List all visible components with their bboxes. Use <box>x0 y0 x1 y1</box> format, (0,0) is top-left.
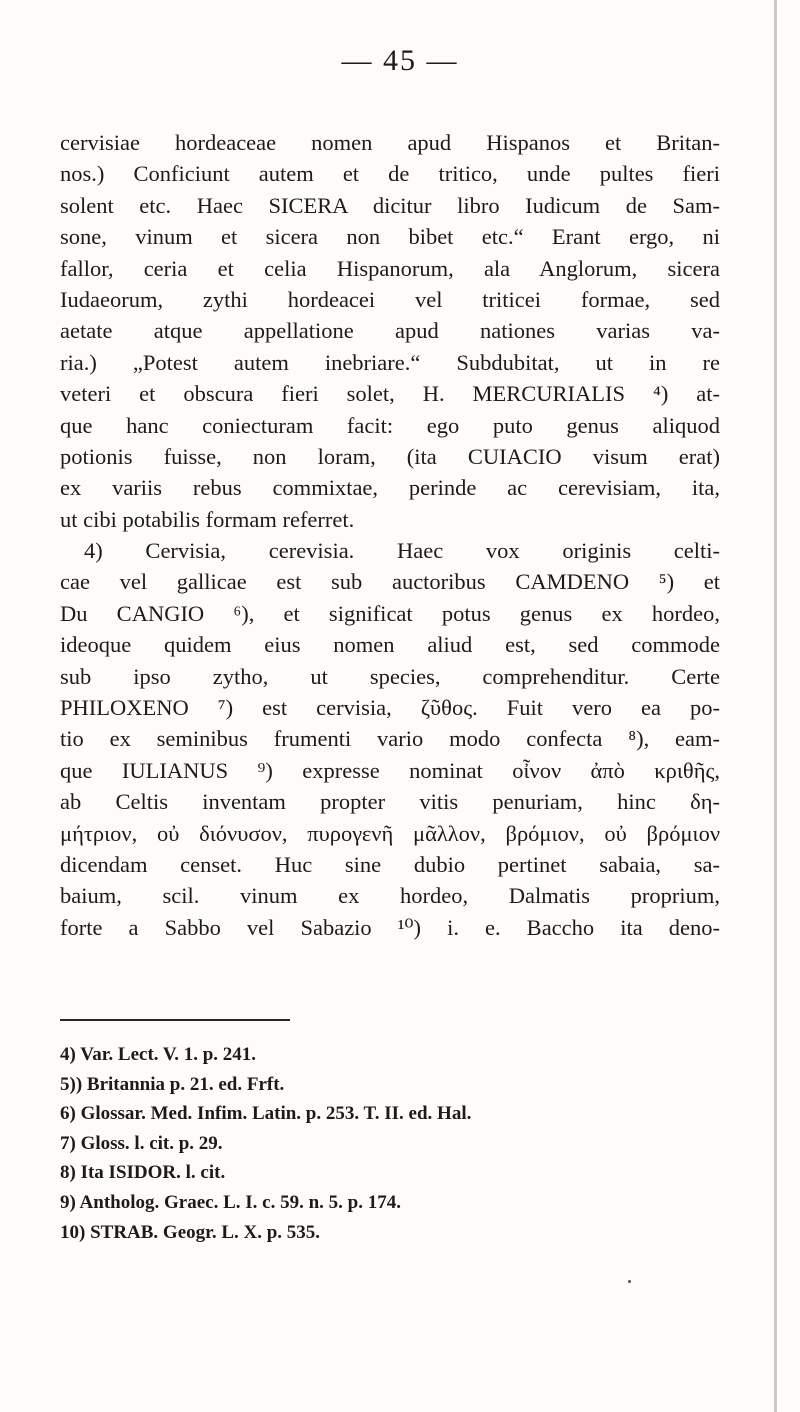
text-line: Iudaeorum, zythi hordeacei vel triticei formae, sed <box>60 286 720 312</box>
text-line-greek: μήτριον, οὐ διόνυσον, πυρογενῆ μᾶλλον, βρόμιον, οὐ βρόμιον <box>60 820 720 846</box>
text-line: PHILOXENO ⁷) est cervisia, ζῦθος. Fuit vero ea po- <box>60 695 720 721</box>
text-line: nos.) Conficiunt autem et de tritico, unde pultes fieri <box>60 161 720 187</box>
footnote: 10) STRAB. Geogr. L. X. p. 535. <box>60 1221 321 1243</box>
page-number: — 45 — <box>341 44 459 77</box>
footnote: 5)) Britannia p. 21. ed. Frft. <box>60 1073 285 1095</box>
footnote-divider <box>60 1019 290 1021</box>
text-line: veteri et obscura fieri solet, H. MERCURIALIS ⁴) at- <box>60 381 720 407</box>
text-line: que hanc coniecturam facit: ego puto genus aliquod <box>60 412 720 438</box>
footnote: 7) Gloss. l. cit. p. 29. <box>60 1132 223 1154</box>
footnote: 6) Glossar. Med. Infim. Latin. p. 253. T. II. ed. Hal. <box>60 1103 472 1125</box>
page-edge <box>774 0 777 1412</box>
body-text <box>60 127 720 943</box>
text-line-paragraph-start: 4) Cervisia, cerevisia. Haec vox originis celti- <box>84 538 720 564</box>
text-line: dicendam censet. Huc sine dubio pertinet sabaia, sa- <box>60 851 720 877</box>
footnote: 9) Antholog. Graec. L. I. c. 59. n. 5. p. 174. <box>60 1191 401 1213</box>
text-line: solent etc. Haec SICERA dicitur libro Iudicum de Sam- <box>60 192 720 218</box>
text-line: forte a Sabbo vel Sabazio ¹⁰) i. e. Baccho ita deno- <box>60 914 720 940</box>
text-line: cervisiae hordeaceae nomen apud Hispanos et Britan- <box>60 130 720 155</box>
text-line: potionis fuisse, non loram, (ita CUIACIO visum erat) <box>60 443 720 469</box>
footnote: 4) Var. Lect. V. 1. p. 241. <box>60 1044 257 1065</box>
footnotes <box>60 1040 720 1247</box>
text-line: ideoque quidem eius nomen aliud est, sed commode <box>60 632 720 658</box>
text-line: cae vel gallicae est sub auctoribus CAMDENO ⁵) et <box>60 569 720 595</box>
text-line-paragraph-end: ut cibi potabilis formam referret. <box>60 506 355 532</box>
print-speck <box>628 1280 631 1283</box>
text-line: aetate atque appellatione apud nationes varias va- <box>60 318 720 344</box>
text-line: sone, vinum et sicera non bibet etc.“ Erant ergo, ni <box>60 224 720 250</box>
text-line: ab Celtis inventam propter vitis penuriam, hinc δη- <box>60 789 720 815</box>
text-line: fallor, ceria et celia Hispanorum, ala Anglorum, sicera <box>60 255 720 281</box>
text-line: Du CANGIO ⁶), et significat potus genus ex hordeo, <box>60 600 720 626</box>
text-line: tio ex seminibus frumenti vario modo confecta ⁸), eam- <box>60 726 720 752</box>
text-line: ria.) „Potest autem inebriare.“ Subdubitat, ut in re <box>60 349 720 375</box>
text-line: sub ipso zytho, ut species, comprehenditur. Certe <box>60 663 720 689</box>
text-line: que IULIANUS ⁹) expresse nominat οἶνον ἀπὸ κριθῆς, <box>60 757 720 783</box>
text-line: ex variis rebus commixtae, perinde ac cerevisiam, ita, <box>60 475 720 501</box>
footnote: 8) Ita ISIDOR. l. cit. <box>60 1162 226 1184</box>
text-line: baium, scil. vinum ex hordeo, Dalmatis proprium, <box>60 883 720 909</box>
